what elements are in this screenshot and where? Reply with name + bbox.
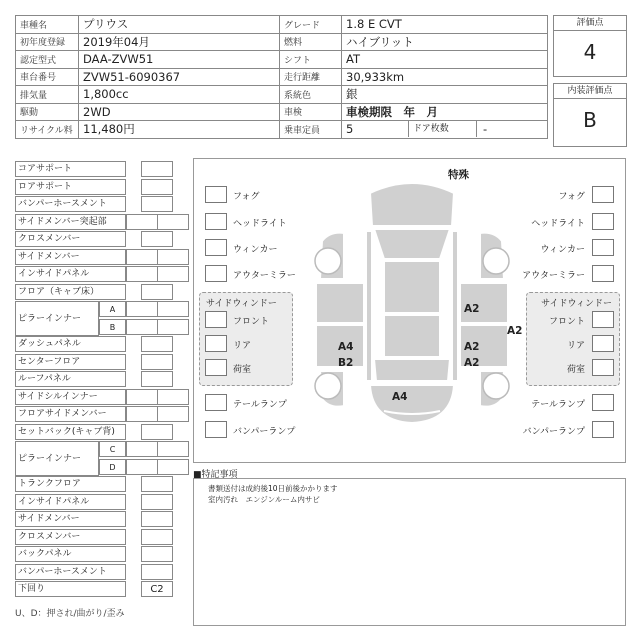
car-outline-drawing [302, 171, 522, 461]
part-check-box[interactable] [141, 354, 173, 370]
part-label: ピラーインナー [15, 301, 99, 336]
info-key: 燃料 [280, 33, 342, 51]
notes-title: ■特記事項 [193, 470, 238, 480]
part-check-box[interactable] [157, 389, 189, 405]
damage-code-right-front: A2 [464, 303, 480, 315]
fog-right-label: フォグ [558, 192, 585, 202]
side-rear-right-label: リア [566, 341, 585, 351]
damage-code-right-door-2: A2 [464, 357, 480, 369]
side-cargo-right-label: 荷室 [566, 365, 585, 375]
part-label: インサイドパネル [15, 494, 126, 510]
interior-score: B [583, 108, 597, 132]
part-label: センターフロア [15, 354, 126, 370]
info-value: DAA-ZVW51 [79, 51, 280, 69]
part-label: フロアサイドメンバー [15, 406, 126, 422]
info-key: 車検 [280, 103, 342, 121]
fog-left-checkbox[interactable] [205, 186, 227, 203]
damage-legend: U、D：押され/曲がり/歪み [15, 609, 125, 619]
part-sub-label: A [99, 301, 126, 317]
info-row [16, 103, 548, 121]
part-label: コアサポート [15, 161, 126, 177]
part-label: バックパネル [15, 546, 126, 562]
part-check-box[interactable] [126, 266, 158, 282]
mirror-right-label: アウターミラー [522, 271, 585, 281]
bumperlamp-left-checkbox[interactable] [205, 421, 227, 438]
part-check-box[interactable] [126, 459, 158, 475]
info-key: 系統色 [280, 86, 342, 104]
headlight-left-checkbox[interactable] [205, 213, 227, 230]
part-check-box[interactable] [141, 494, 173, 510]
part-check-box[interactable] [157, 406, 189, 422]
fog-right-checkbox[interactable] [592, 186, 614, 203]
part-check-box[interactable] [126, 441, 158, 457]
winker-right-checkbox[interactable] [592, 239, 614, 256]
info-key: 走行距離 [280, 68, 342, 86]
part-label: セットバック(キャブ背) [15, 424, 126, 440]
part-check-box[interactable] [141, 564, 173, 580]
info-row [16, 33, 548, 51]
headlight-left-label: ヘッドライト [233, 219, 287, 229]
winker-right-label: ウィンカー [540, 245, 585, 255]
part-label: ピラーインナー [15, 441, 99, 476]
info-value: プリウス [79, 16, 280, 34]
damage-code-left-door-b: B2 [338, 357, 354, 369]
side-rear-left-checkbox[interactable] [205, 335, 227, 352]
info-value: 1,800cc [79, 86, 280, 104]
bumperlamp-left-label: バンパーランプ [233, 427, 296, 437]
info-value [342, 121, 548, 139]
interior-score-box [553, 83, 627, 147]
part-check-box[interactable] [141, 284, 173, 300]
damage-code-rear: A4 [392, 391, 408, 403]
side-rear-right-checkbox[interactable] [592, 335, 614, 352]
info-value: 車検期限 年 月 [342, 103, 548, 121]
part-label: トランクフロア [15, 476, 126, 492]
part-check-box[interactable] [157, 459, 189, 475]
info-row [16, 121, 548, 139]
part-label: クロスメンバー [15, 529, 126, 545]
side-rear-left-label: リア [233, 341, 252, 351]
note-line: 書類送付は成約後10日前後かかります [208, 484, 338, 493]
damage-code-right-side: A2 [507, 325, 523, 337]
part-check-box[interactable] [157, 319, 189, 335]
side-cargo-left-label: 荷室 [233, 365, 252, 375]
taillamp-right-label: テールランプ [531, 400, 585, 410]
part-check-box[interactable] [141, 196, 173, 212]
side-front-left-checkbox[interactable] [205, 311, 227, 328]
info-key: 車台番号 [16, 68, 79, 86]
headlight-right-label: ヘッドライト [531, 219, 585, 229]
part-check-box[interactable] [141, 424, 173, 440]
info-value: 1.8 E CVT [342, 16, 548, 34]
side-front-right-label: フロント [548, 317, 585, 327]
damage-code-right-door: A2 [464, 341, 480, 353]
part-check-box[interactable] [141, 371, 173, 387]
part-check-box[interactable] [141, 179, 173, 195]
part-label: サイドメンバー突起部 [15, 214, 126, 230]
part-check-box[interactable] [157, 214, 189, 230]
part-check-box[interactable] [141, 476, 173, 492]
info-value: 11,480円 [79, 121, 280, 139]
part-check-box[interactable] [141, 511, 173, 527]
side-window-right-title: サイドウィンドー [541, 299, 612, 309]
part-check-box[interactable] [126, 406, 158, 422]
info-key: 駆動 [16, 103, 79, 121]
info-value: ハイブリット [342, 33, 548, 51]
part-label: ダッシュパネル [15, 336, 126, 352]
interior-score-label: 内装評価点 [554, 84, 626, 99]
part-label: バンパーホースメント [15, 196, 126, 212]
side-cargo-left-checkbox[interactable] [205, 359, 227, 376]
diagram-title: 特殊 [448, 169, 469, 181]
info-row [16, 16, 548, 34]
seating-capacity: 5 [342, 121, 409, 137]
part-sub-label: C [99, 441, 126, 457]
part-check-box[interactable] [157, 249, 189, 265]
side-front-left-label: フロント [233, 317, 270, 327]
part-check-box[interactable] [126, 214, 158, 230]
info-row [16, 51, 548, 69]
door-count-label: ドア枚数 [409, 121, 477, 137]
part-check-box[interactable] [141, 161, 173, 177]
part-check-box[interactable] [141, 231, 173, 247]
part-check-box[interactable] [141, 546, 173, 562]
info-row [16, 68, 548, 86]
info-key: 車種名 [16, 16, 79, 34]
bumperlamp-right-checkbox[interactable] [592, 421, 614, 438]
mirror-left-checkbox[interactable] [205, 265, 227, 282]
part-check-box[interactable] [126, 301, 158, 317]
side-front-right-checkbox[interactable] [592, 311, 614, 328]
part-label: インサイドパネル [15, 266, 126, 282]
car-damage-diagram [193, 158, 626, 463]
winker-left-label: ウィンカー [233, 245, 278, 255]
info-value: ZVW51-6090367 [79, 68, 280, 86]
info-key: グレード [280, 16, 342, 34]
fog-left-label: フォグ [233, 192, 260, 202]
part-label: ルーフパネル [15, 371, 126, 387]
part-check-box[interactable] [126, 249, 158, 265]
info-value: 銀 [342, 86, 548, 104]
info-key: 認定型式 [16, 51, 79, 69]
notes-box [193, 478, 626, 626]
evaluation-score-box [553, 15, 627, 77]
info-value: AT [342, 51, 548, 69]
info-row [16, 86, 548, 104]
part-label: サイドメンバー [15, 511, 126, 527]
part-check-box[interactable] [157, 441, 189, 457]
info-key: 初年度登録 [16, 33, 79, 51]
taillamp-left-checkbox[interactable] [205, 394, 227, 411]
mirror-left-label: アウターミラー [233, 271, 296, 281]
info-key: 排気量 [16, 86, 79, 104]
part-check-box[interactable] [157, 266, 189, 282]
part-label: フロア（キャブ床） [15, 284, 126, 300]
winker-left-checkbox[interactable] [205, 239, 227, 256]
info-value: 30,933km [342, 68, 548, 86]
side-cargo-right-checkbox[interactable] [592, 359, 614, 376]
evaluation-score-label: 評価点 [554, 16, 626, 31]
bumperlamp-right-label: バンパーランプ [522, 427, 585, 437]
taillamp-left-label: テールランプ [233, 400, 287, 410]
info-key: シフト [280, 51, 342, 69]
part-sub-label: B [99, 319, 126, 335]
part-label: クロスメンバー [15, 231, 126, 247]
part-label: サイドシルインナー [15, 389, 126, 405]
vehicle-info-table [15, 15, 548, 139]
info-key: 乗車定員 [280, 121, 342, 139]
info-key: リサイクル料 [16, 121, 79, 139]
taillamp-right-checkbox[interactable] [592, 394, 614, 411]
note-line: 室内汚れ エンジンルーム内サビ [208, 495, 320, 504]
part-check-box[interactable] [157, 301, 189, 317]
underbody-value-box[interactable]: C2 [141, 581, 173, 597]
side-window-left-title: サイドウィンドー [206, 299, 277, 309]
part-label: バンパーホースメント [15, 564, 126, 580]
part-check-box[interactable] [126, 389, 158, 405]
part-check-box[interactable] [126, 319, 158, 335]
info-value: 2WD [79, 103, 280, 121]
evaluation-score: 4 [583, 40, 597, 64]
mirror-right-checkbox[interactable] [592, 265, 614, 282]
info-value: 2019年04月 [79, 33, 280, 51]
part-check-box[interactable] [141, 336, 173, 352]
door-count-value: - [483, 122, 488, 137]
part-sub-label: D [99, 459, 126, 475]
part-check-box[interactable] [141, 529, 173, 545]
part-label: 下回り [15, 581, 126, 597]
part-label: サイドメンバー [15, 249, 126, 265]
damage-code-left-door: A4 [338, 341, 354, 353]
part-label: ロアサポート [15, 179, 126, 195]
headlight-right-checkbox[interactable] [592, 213, 614, 230]
